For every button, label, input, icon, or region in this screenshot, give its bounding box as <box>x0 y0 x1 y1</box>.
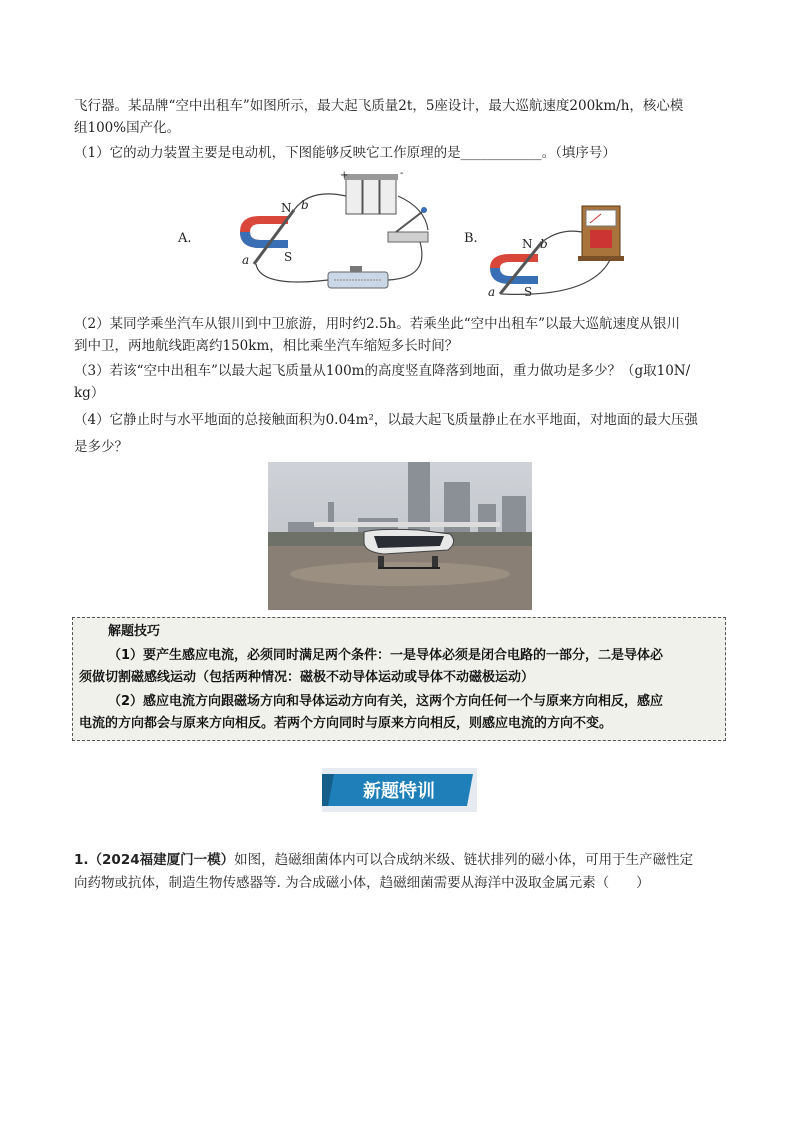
label-a-a: a <box>242 253 250 267</box>
intro-line-1: 飞行器。某品牌“空中出租车”如图所示，最大起飞质量2t，5座设计，最大巡航速度200km/h，核心模 <box>74 98 684 114</box>
label-a-b: a <box>488 285 496 299</box>
tips-p1-line-2: 须做切割磁感线运动（包括两种情况：磁极不动导体运动或导体不动磁极运动） <box>79 670 535 685</box>
galvanometer-icon <box>578 206 624 261</box>
pole-n-a: N <box>281 201 292 215</box>
battery-icon <box>344 174 398 214</box>
tips-p1-line-1: （1）要产生感应电流，必须同时满足两个条件：一是导体必须是闭合电路的一部分，二是导体必 <box>108 648 664 663</box>
magnet-a <box>240 216 288 248</box>
question-part-2-line-1: （2）某同学乘坐汽车从银川到中卫旅游，用时约2.5h。若乘坐此“空中出租车”以最大巡航速度从银川 <box>74 316 681 332</box>
label-b-b: b <box>540 237 548 251</box>
conductor-b <box>500 242 542 294</box>
tips-title: 解题技巧 <box>108 624 161 639</box>
battery-minus: - <box>400 168 404 179</box>
rheostat-icon <box>328 266 388 288</box>
magnet-b <box>490 254 538 284</box>
question-1-line-1 <box>74 849 693 871</box>
question-1-line-2: 向药物或抗体，制造生物传感器等. 为合成磁小体，趋磁细菌需要从海洋中汲取金属元素（ ） <box>74 875 650 891</box>
question-part-4-line-2: 是多少？ <box>74 439 128 455</box>
banner-label: 新题特训 <box>363 781 435 802</box>
problem-solving-tips <box>72 617 726 741</box>
battery-plus: + <box>340 170 349 181</box>
question-part-3-line-2: kg） <box>74 385 105 401</box>
pole-s-b: S <box>524 285 533 299</box>
question-part-3-line-1: （3）若该“空中出租车”以最大起飞质量从100m的高度竖直降落到地面，重力做功是多少？（g取10N/ <box>74 363 691 379</box>
question-part-1: （1）它的动力装置主要是电动机，下图能够反映它工作原理的是____________。（填序号） <box>74 145 616 161</box>
tips-p2-line-1: （2）感应电流方向跟磁场方向和导体运动方向有关，这两个方向任何一个与原来方向相反，感应 <box>108 694 664 709</box>
question-part-2-line-2: 到中卫，两地航线距离约150km，相比乘坐汽车缩短多长时间？ <box>74 338 459 354</box>
pole-s-a: S <box>284 250 293 264</box>
label-b-a: b <box>301 198 309 212</box>
question-1-source: （2024福建厦门一模） <box>88 852 235 868</box>
question-1-number: 1. <box>74 852 89 868</box>
tips-p2-line-2: 电流的方向都会与原来方向相反。若两个方向同时与原来方向相反，则感应电流的方向不变。 <box>79 716 613 731</box>
circuit-figures <box>170 168 640 308</box>
pole-n-b: N <box>522 237 533 251</box>
intro-line-2: 组100%国产化。 <box>74 120 181 136</box>
new-questions-banner <box>322 768 477 812</box>
question-part-4-line-1: （4）它静止时与水平地面的总接触面积为0.04m²，以最大起飞质量静止在水平地面，对地面的最大压强 <box>74 412 698 428</box>
question-1-text-1: 如图，趋磁细菌体内可以合成纳米级、链状排列的磁小体，可用于生产磁性定 <box>234 852 694 868</box>
air-taxi-photo <box>268 462 532 610</box>
option-b-label: B. <box>464 231 478 246</box>
option-a-label: A. <box>178 231 192 246</box>
